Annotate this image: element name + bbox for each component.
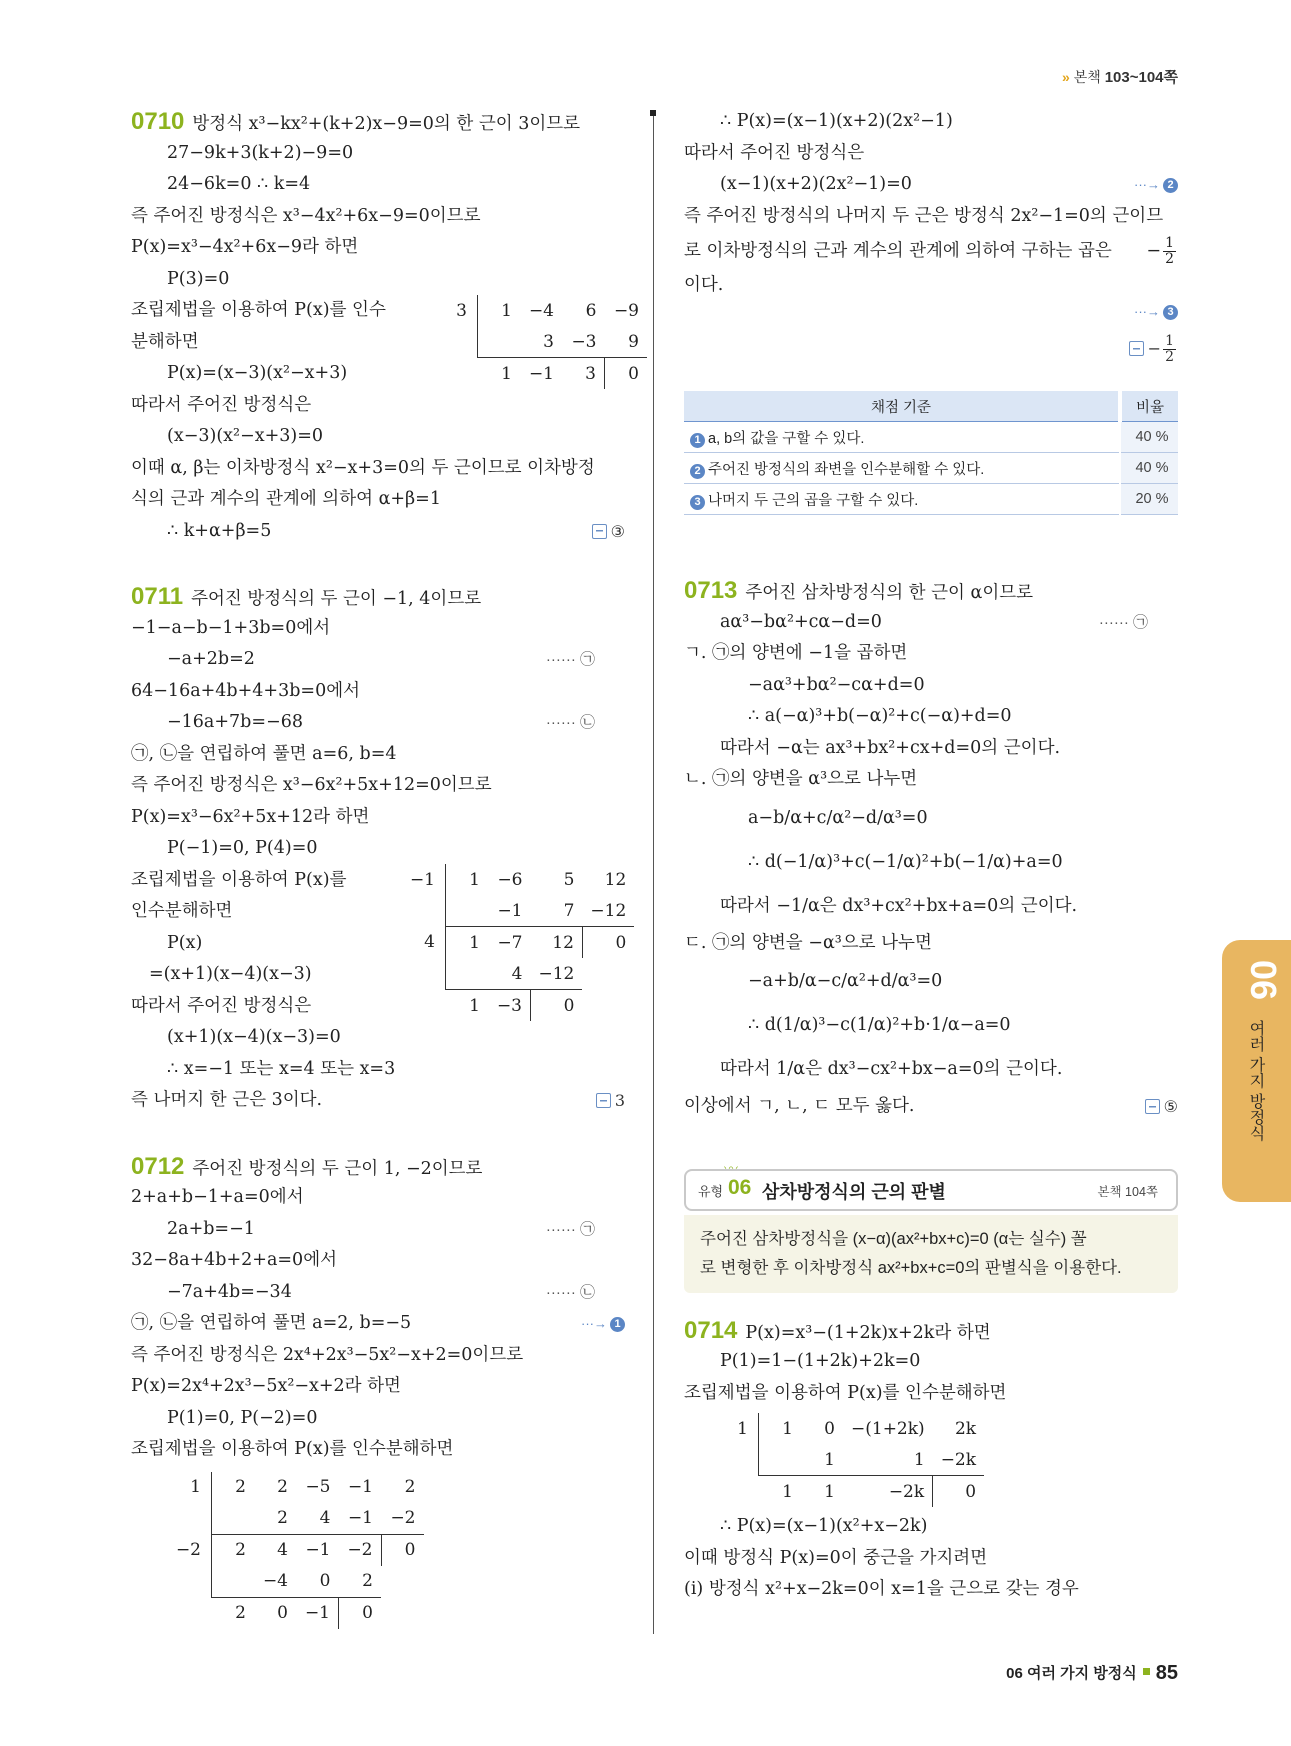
sd-cell: 1: [824, 1481, 835, 1502]
text-line: =(x+1)(x−4)(x−3): [149, 964, 312, 984]
sd-cell: 1: [782, 1481, 793, 1502]
sd-cell: 0: [824, 1418, 835, 1439]
sd-cell: 0: [277, 1603, 288, 1623]
fraction-denominator: 2: [1165, 349, 1174, 365]
chapter-number: 06: [1243, 960, 1284, 1001]
text-line: ∴ P(x)=(x−1)(x²+x−2k): [720, 1516, 928, 1536]
answer-icon: [592, 524, 607, 539]
grading-table: [684, 391, 1178, 515]
type-text: 로 변형한 후 이차방정식 ax²+bx+c=0의 판별식을 이용한다.: [700, 1258, 1122, 1277]
text-line: 즉 주어진 방정식은 x³−4x²+6x−9=0이므로: [131, 205, 481, 226]
text-line: 즉 주어진 방정식의 나머지 두 근은 방정식 2x²−1=0의 근이므: [684, 205, 1164, 226]
sd-cell: −1: [488, 895, 531, 927]
problem-0711: [131, 581, 625, 1117]
text-line: 따라서 1/α은 dx³−cx²+bx−a=0의 근이다.: [720, 1059, 1063, 1079]
synthetic-division: [401, 864, 634, 1021]
text-line: 조립제법을 이용하여 P(x)를 인수분해하면: [131, 1439, 454, 1459]
problem-0710: [131, 106, 639, 547]
fraction-numerator: 1: [1165, 235, 1174, 251]
grading-header: 비율: [1120, 391, 1178, 422]
answer-value: ③: [610, 521, 625, 541]
type-text: 주어진 삼차방정식을 (x−α)(ax²+bx+c)=0 (α는 실수) 꼴: [700, 1229, 1087, 1248]
text-line: −a+2b=2: [167, 649, 255, 669]
answer-icon: [1129, 341, 1144, 356]
sd-cell: 1: [501, 363, 512, 384]
sd-cell: 5: [563, 869, 575, 890]
sd-cell: 1: [843, 1444, 933, 1476]
sd-cell: −(1+2k): [851, 1418, 925, 1439]
text-line: ㄷ. ㉠의 양변을 −α³으로 나누면: [684, 932, 932, 953]
sd-cell: 9: [605, 326, 648, 358]
text-line: P(1)=0, P(−2)=0: [167, 1407, 318, 1428]
text-line: −16a+7b=−68: [167, 712, 303, 732]
sd-cell: 1: [446, 864, 489, 895]
text-line: (i) 방정식 x²+x−2k=0이 x=1을 근으로 갖는 경우: [684, 1579, 1079, 1599]
text-line: 따라서 −1/α은 dx³+cx²+bx+a=0의 근이다.: [720, 895, 1078, 916]
problem-number: 0713: [684, 577, 738, 604]
sd-cell: 6: [585, 300, 597, 321]
sd-cell: 12: [552, 932, 574, 953]
answer: [592, 516, 625, 548]
equation-mark: ······ ㉠: [545, 1220, 595, 1238]
text-line: −a+b/α−c/α²+d/α³=0: [748, 971, 943, 991]
sd-cell: −3: [496, 995, 522, 1016]
sd-cell: 1: [801, 1444, 843, 1476]
answer-value: ⑤: [1163, 1097, 1178, 1116]
sd-cell: 1: [190, 1477, 201, 1497]
sd-cell: −1: [347, 1477, 373, 1497]
sd-cell: −2k: [933, 1444, 984, 1476]
criteria-number: 2: [690, 464, 705, 479]
criteria-number: 1: [690, 433, 705, 448]
divider-marker: [650, 110, 656, 116]
text-line: 따라서 주어진 방정식은: [131, 394, 312, 415]
step-number: 2: [1163, 178, 1178, 193]
text-line: 주어진 방정식의 두 근이 −1, 4이므로: [191, 589, 482, 609]
text-line: 이때 방정식 P(x)=0이 중근을 가지려면: [684, 1547, 988, 1568]
text-line: 즉 주어진 방정식은 x³−6x²+5x+12=0이므로: [131, 775, 492, 795]
text-line: 따라서 주어진 방정식은: [684, 142, 865, 163]
text-line: ㉠, ㉡을 연립하여 풀면 a=6, b=4: [131, 743, 397, 764]
problem-number: 0710: [131, 108, 185, 135]
sd-cell: 4: [424, 932, 435, 953]
sd-cell: −3: [562, 326, 605, 358]
problem-number: 0714: [684, 1316, 738, 1344]
text-line: ㄱ. ㉠의 양변에 −1을 곱하면: [684, 643, 908, 663]
grading-header: 채점 기준: [684, 391, 1120, 422]
sd-cell: 2: [212, 1472, 255, 1503]
sd-cell: −9: [613, 300, 639, 321]
problem-0713: [684, 575, 1178, 1123]
synthetic-division: [167, 1472, 625, 1629]
text-line: P(x)=x³−4x²+6x−9라 하면: [131, 237, 359, 257]
sd-cell: 3: [585, 363, 596, 384]
text-line: 방정식 x³−kx²+(k+2)x−9=0의 한 근이 3이므로: [192, 114, 581, 134]
text-line: P(1)=1−(1+2k)+2k=0: [720, 1351, 921, 1371]
text-line: 32−8a+4b+2+a=0에서: [131, 1250, 337, 1270]
text-line: −aα³+bα²−cα+d=0: [748, 674, 925, 695]
page-number: 85: [1155, 1662, 1178, 1684]
sd-cell: −1: [528, 363, 554, 384]
sd-cell: 2: [235, 1603, 246, 1623]
sd-cell: −1: [304, 1603, 330, 1623]
type-label: 유형: [698, 1183, 724, 1199]
text-line: 조립제법을 이용하여 P(x)를 인수분해하면: [684, 1382, 1007, 1403]
equation-mark: ······ ㉡: [545, 1283, 595, 1301]
criteria-text: 나머지 두 근의 곱을 구할 수 있다.: [708, 492, 919, 509]
sd-cell: −2: [347, 1540, 373, 1560]
step-number: 1: [610, 1317, 625, 1332]
answer: [1145, 1091, 1178, 1123]
text-line: 분해하면: [131, 331, 199, 352]
sd-remainder: 0: [582, 927, 634, 959]
column-divider: [653, 112, 654, 1634]
answer: [596, 1085, 625, 1117]
criteria-text: a, b의 값을 구할 수 있다.: [708, 430, 865, 447]
text-line: P(x)=x³−(1+2k)x+2k라 하면: [745, 1322, 991, 1343]
fraction-numerator: 1: [1165, 333, 1174, 349]
text-line: 식의 근과 계수의 관계에 의하여 α+β=1: [131, 489, 441, 509]
sd-cell: −7: [497, 932, 523, 953]
text-line: ∴ P(x)=(x−1)(x+2)(2x²−1): [720, 111, 953, 131]
text-line: 24−6k=0 ∴ k=4: [167, 174, 311, 194]
sd-remainder: 0: [933, 1476, 984, 1508]
criteria-text: 주어진 방정식의 좌변을 인수분해할 수 있다.: [708, 461, 985, 478]
problem-0714: [684, 1315, 1178, 1606]
text-line: (x−3)(x²−x+3)=0: [167, 426, 323, 446]
step-marker: [581, 1308, 625, 1340]
sd-cell: −5: [305, 1477, 331, 1497]
sd-cell: 2: [339, 1566, 382, 1598]
square-bullet-icon: [1143, 1668, 1150, 1675]
problem-number: 0711: [131, 583, 184, 610]
fraction-sign: −: [1146, 241, 1162, 261]
sd-cell: −6: [497, 869, 523, 890]
text-line: 이때 α, β는 이차방정식 x²−x+3=0의 두 근이므로 이차방정: [131, 457, 595, 478]
left-column: [131, 106, 639, 1629]
double-chevron-icon: »: [1061, 69, 1070, 85]
sd-cell: 4: [488, 958, 531, 990]
sd-cell: 2k: [954, 1418, 977, 1439]
answer: [1129, 333, 1178, 365]
synthetic-division: [714, 1413, 1178, 1507]
arrow-icon: ···→: [1134, 303, 1160, 319]
sd-cell: 1: [737, 1418, 748, 1439]
sd-cell: 2: [254, 1503, 296, 1535]
type-number: 06: [728, 1175, 752, 1199]
sd-cell: −2: [381, 1503, 424, 1535]
text-line: 이상에서 ㄱ, ㄴ, ㄷ 모두 옳다.: [684, 1096, 915, 1116]
text-line: 인수분해하면: [131, 901, 233, 921]
step-number: 3: [1163, 305, 1178, 320]
footer-chapter: 06 여러 가지 방정식: [1006, 1665, 1137, 1682]
type-box: [684, 1169, 1178, 1293]
text-line: 27−9k+3(k+2)−9=0: [167, 142, 354, 163]
text-line: P(x): [167, 932, 203, 953]
text-line: 주어진 방정식의 두 근이 1, −2이므로: [192, 1158, 483, 1179]
fraction: [1163, 236, 1176, 267]
text-line: 조립제법을 이용하여 P(x)를 인수: [131, 300, 386, 320]
text-line: P(x)=2x⁴+2x³−5x²−x+2라 하면: [131, 1376, 401, 1396]
sd-cell: −2k: [888, 1481, 925, 1502]
type-title: 삼차방정식의 근의 판별: [762, 1181, 946, 1202]
grading-row: [684, 422, 1178, 453]
equation-mark: ······ ㉠: [1098, 613, 1148, 631]
type-header: [684, 1169, 1178, 1211]
sd-cell: −2: [175, 1539, 201, 1560]
step-marker: [1134, 296, 1178, 328]
fraction-denominator: 2: [1165, 251, 1174, 267]
text-line: ㉠, ㉡을 연립하여 풀면 a=2, b=−5: [131, 1313, 412, 1333]
sd-cell: 1: [446, 927, 489, 959]
text-line: 64−16a+4b+4+3b=0에서: [131, 680, 361, 701]
equation-mark: ······ ㉡: [545, 714, 595, 731]
sd-cell: −12: [582, 895, 634, 927]
criteria-ratio: 40 %: [1120, 422, 1178, 453]
ref-pages: 103~104쪽: [1104, 69, 1178, 86]
criteria-ratio: 40 %: [1120, 453, 1178, 484]
text-line: ∴ d(1/α)³−c(1/α)²+b·1/α−a=0: [748, 1015, 1011, 1035]
sd-cell: 3: [456, 300, 467, 321]
sd-cell: 1: [478, 295, 521, 326]
synthetic-division: [433, 295, 647, 389]
sd-remainder: 0: [531, 990, 583, 1022]
sd-cell: 7: [531, 895, 583, 927]
chapter-title: 여러 가지 방정식: [1247, 1020, 1264, 1141]
sd-cell: 2: [277, 1477, 288, 1497]
text-line: ㄴ. ㉠의 양변을 α³으로 나누면: [684, 769, 918, 789]
text-line: P(3)=0: [167, 268, 230, 289]
text-line: (x+1)(x−4)(x−3)=0: [167, 1027, 341, 1047]
sd-cell: −4: [254, 1566, 296, 1598]
text-line: (x−1)(x+2)(2x²−1)=0: [720, 174, 912, 194]
text-line: ∴ k+α+β=5: [167, 520, 272, 541]
type-description: [684, 1215, 1178, 1293]
chapter-side-tab[interactable]: [1222, 940, 1291, 1202]
text-line: 조립제법을 이용하여 P(x)를: [131, 869, 347, 890]
text-line: 2a+b=−1: [167, 1218, 255, 1239]
criteria-ratio: 20 %: [1120, 484, 1178, 515]
text-line: 따라서 −α는 ax³+bx²+cx+d=0의 근이다.: [720, 737, 1061, 758]
text-line: P(x)=x³−6x²+5x+12라 하면: [131, 806, 370, 827]
answer-icon: [596, 1093, 611, 1108]
text-line: aα³−bα²+cα−d=0: [720, 611, 882, 632]
sd-remainder: 0: [381, 1534, 424, 1566]
page-reference: [1062, 66, 1178, 87]
text-line: −7a+4b=−34: [167, 1281, 292, 1302]
text-line: 즉 주어진 방정식은 2x⁴+2x³−5x²−x+2=0이므로: [131, 1344, 524, 1365]
text-line: ∴ a(−α)³+b(−α)²+c(−α)+d=0: [748, 706, 1012, 726]
arrow-icon: ···→: [581, 1316, 607, 1331]
sd-remainder: 0: [339, 1597, 382, 1629]
text-line: 이다.: [684, 275, 724, 295]
arrow-icon: ···→: [1134, 177, 1160, 192]
text-line: a−b/α+c/α²−d/α³=0: [748, 807, 928, 828]
sd-cell: 2: [212, 1534, 255, 1566]
answer-icon: [1145, 1099, 1160, 1114]
sd-cell: 4: [296, 1503, 339, 1535]
sd-cell: 4: [277, 1540, 288, 1560]
page-footer: [1006, 1662, 1178, 1685]
text-line: ∴ d(−1/α)³+c(−1/α)²+b(−1/α)+a=0: [748, 851, 1063, 872]
step-marker: [1134, 169, 1178, 201]
fraction-sign: −: [1147, 339, 1162, 358]
problem-number: 0712: [131, 1152, 185, 1180]
sd-cell: −1: [339, 1503, 382, 1535]
ref-prefix: 본책: [1073, 69, 1101, 85]
right-column: [684, 106, 1178, 1606]
text-line: 따라서 주어진 방정식은: [131, 995, 312, 1016]
type-reference: 본책 104쪽: [1097, 1184, 1158, 1199]
text-line: 즉 나머지 한 근은 3이다.: [131, 1090, 323, 1110]
sd-remainder: 0: [605, 358, 648, 390]
sd-cell: 1: [469, 995, 480, 1016]
sd-cell: 1: [759, 1413, 802, 1444]
text-line: 로 이차방정식의 근과 계수의 관계에 의하여 구하는 곱은: [684, 241, 1112, 261]
text-line: P(−1)=0, P(4)=0: [167, 838, 318, 858]
problem-0712: [131, 1151, 625, 1629]
text-line: 주어진 삼차방정식의 한 근이 α이므로: [745, 583, 1034, 603]
grading-row: [684, 453, 1178, 484]
product-fraction: [1146, 232, 1178, 270]
sd-cell: 3: [520, 326, 562, 358]
sd-cell: −12: [531, 958, 583, 990]
fraction: [1163, 334, 1176, 365]
answer-value: 3: [614, 1091, 625, 1110]
grading-row: [684, 484, 1178, 515]
sd-cell: 2: [404, 1477, 416, 1497]
sd-cell: −4: [528, 300, 554, 321]
text-line: −1−a−b−1+3b=0에서: [131, 617, 331, 638]
equation-mark: ······ ㉠: [545, 651, 595, 668]
sd-cell: −1: [305, 1540, 331, 1560]
text-line: ∴ x=−1 또는 x=4 또는 x=3: [167, 1058, 396, 1079]
sd-cell: −1: [409, 869, 435, 890]
sd-cell: 12: [604, 869, 627, 890]
problem-0712-continued: [684, 106, 1178, 371]
text-line: 2+a+b−1+a=0에서: [131, 1187, 304, 1207]
text-line: P(x)=(x−3)(x²−x+3): [167, 363, 348, 383]
sd-cell: 0: [296, 1566, 339, 1598]
sd-cell: [478, 326, 521, 358]
criteria-number: 3: [690, 495, 705, 510]
